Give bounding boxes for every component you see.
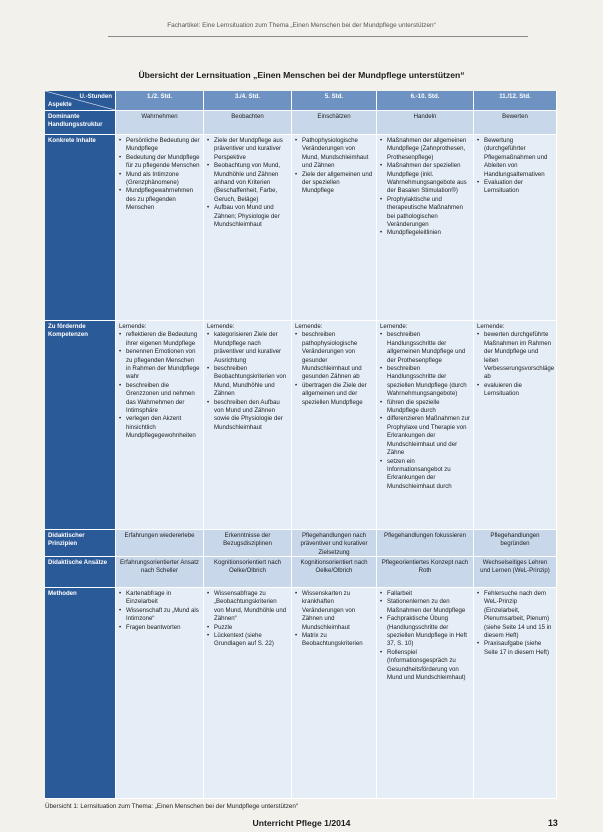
list-item: • übertragen die Ziele der allgemeinen und der speziellen Mundpflege [295,382,373,407]
phase-cell: Beobachten [204,111,292,135]
row-label-approaches: Didaktische Ansätze [45,557,116,588]
competence-intro: Lernende: [477,323,505,330]
hour-header: 11./12. Std. [474,91,557,111]
list-item: • Maßnahmen der allgemeinen Mundpflege (Zahnprothesen, Prothesenpflege) [380,137,470,162]
row-label-contents: Konkrete Inhalte [45,135,116,321]
corner-aspects-label: Aspekte [48,101,72,109]
list-item: • beschreiben die Grenzzonen und nehmen das Wahrnehmen der Intimsphäre [119,382,200,416]
list-item: • Fallarbeit [380,590,470,598]
list-item: • evaluieren die Lernsituation [477,382,553,399]
list-item: • setzen ein Informationsangebot zu Erkrankungen der Mundschleimhaut durch [380,458,470,492]
principle-cell: Erfahrungen wiedererlebe [116,530,204,557]
list-item: • Lückentext (siehe Grundlagen auf S. 22) [207,632,288,649]
competence-cell [377,321,474,530]
list-item: • Ziele der allgemeinen und der speziellen Mundpflege [295,171,373,196]
methods-cell [377,588,474,799]
list-item: • Rollenspiel (Informationsgespräch zu Gesundheitsförderung von Mund und Mundschleimhaut) [380,649,470,683]
list-item: • Bedeutung der Mundpflege für zu pflegende Menschen [119,154,200,171]
list-item: • Aufbau von Mund und Zähnen; Physiologie der Mundschleimhaut [207,204,288,229]
contents-cell [474,135,557,321]
list-item: • verlegen den Akzent hinsichtlich Mundpflegegewohnheiten [119,415,200,440]
list-item: • benennen Emotionen von zu pflegenden Menschen in Rahmen der Mundpflege wahr [119,348,200,382]
list-item: • Wissenskarten zu krankhaften Veränderungen von Zähnen und Mundschleimhaut [295,590,373,632]
competence-intro: Lernende: [295,323,323,330]
approach-cell: Wechselseitiges Lehren und Lernen (WeL-Prinzip) [474,557,557,588]
list-item: • beschreiben Handlungsschritte der speziellen Mundpflege (durch Wahrnehmungsangebote) [380,365,470,399]
list-item: • Mundpflegeleitlinien [380,229,470,237]
phase-cell: Einschätzen [292,111,377,135]
phase-cell: Wahrnehmen [116,111,204,135]
list-item: • Fehlersuche nach dem WeL-Prinzip (Einzelarbeit, Plenumsarbeit, Plenum) (siehe Seite 14 und 15 in diesem Heft) [477,590,553,640]
list-item: • Mundpflegewahrnehmen des zu pflegenden Menschen [119,187,200,212]
competence-cell [116,321,204,530]
competence-cell [292,321,377,530]
list-item: • Fragen beantworten [119,624,200,632]
approach-cell: Erfahrungsorientierter Ansatz nach Scheller [116,557,204,588]
list-item: • Praxisaufgabe (siehe Seite 17 in diesem Heft) [477,640,553,657]
overview-table [45,91,557,799]
list-item: • Stationenlernen zu den Maßnahmen der Mundpflege [380,598,470,615]
row-label-phase: Dominante Handlungsstruktur [45,111,116,135]
hour-header: 5. Std. [292,91,377,111]
competence-cell [204,321,292,530]
hour-header: 6.-10. Std. [377,91,474,111]
approach-cell: Kognitionsorientiert nach Oelke/Olbrich [292,557,377,588]
list-item: • differenzieren Maßnahmen zur Prophylaxe und Therapie von Erkrankungen der Mundschleimhaut und der Zähne [380,415,470,457]
competence-intro: Lernende: [119,323,147,330]
list-item: • Pathophysiologische Veränderungen von Mund, Mundschleimhaut und Zähnen [295,137,373,171]
principle-cell: Erkenntnisse der Bezugsdisziplinen [204,530,292,557]
list-item: • reflektieren die Bedeutung ihrer eigenen Mundpflege [119,331,200,348]
list-item: • Persönliche Bedeutung der Mundpflege [119,137,200,154]
hour-header: 1./2. Std. [116,91,204,111]
list-item: • Beobachtung von Mund, Mundhöhle und Zähnen anhand von Kriterien (Beschaffenheit, Farbe, Geruch, Beläge) [207,162,288,204]
principle-cell: Pflegehandlungen begründen [474,530,557,557]
list-item: • Ziele der Mundpflege aus präventiver und kurativer Perspektive [207,137,288,162]
list-item: • beschreiben pathophysiologische Veränderungen von gesunder Mundschleimhaut und gesunden Zähnen ab [295,331,373,381]
list-item: • Kartenabfrage in Einzelarbeit [119,590,200,607]
phase-cell: Bewerten [474,111,557,135]
list-item: • bewerten durchgeführte Maßnahmen im Rahmen der Mundpflege und leiten Verbesserungsvorschläge ab [477,331,553,381]
row-label-competences: Zu fördernde Kompetenzen [45,321,116,530]
contents-cell [292,135,377,321]
competence-cell [474,321,557,530]
footer-magazine: Unterricht Pflege 1/2014 [252,818,351,828]
contents-cell [116,135,204,321]
list-item: • Mund als Intimzone (Grenzphänomene) [119,171,200,188]
hour-header: 3./4. Std. [204,91,292,111]
list-item: • kategorisieren Ziele der Mundpflege nach präventiver und kurativer Ausrichtung [207,331,288,365]
table-caption: Übersicht 1: Lernsituation zum Thema: „Einen Menschen bei der Mundpflege unterstützen“ [45,803,298,810]
list-item: • führen die spezielle Mundpflege durch [380,399,470,416]
list-item: • Evaluation der Lernsituation [477,179,553,196]
running-head: Fachartikel: Eine Lernsituation zum Thema „Einen Menschen bei der Mundpflege unterstützen“ [167,22,436,29]
list-item: • Wissensabfrage zu „Beobachtungskriterien von Mund, Mundhöhle und Zähnen“ [207,590,288,624]
contents-cell [377,135,474,321]
approach-cell: Pflegeorientiertes Konzept nach Roth [377,557,474,588]
phase-cell: Handeln [377,111,474,135]
list-item: • beschreiben Beobachtungskriterien von Mund, Mundhöhle und Zähnen [207,365,288,399]
page-title: Übersicht der Lernsituation „Einen Menschen bei der Mundpflege unterstützen“ [138,70,465,80]
competence-intro: Lernende: [380,323,408,330]
methods-cell [292,588,377,799]
header-rule [108,36,528,37]
list-item: • Bewertung (durchgeführter Pflegemaßnahmen und Ableiten von Handlungsalternativen [477,137,553,179]
approach-cell: Kognitionsorientiert nach Oelke/Olbrich [204,557,292,588]
list-item: • beschreiben den Aufbau von Mund und Zähnen sowie die Physiologie der Mundschleimhaut [207,399,288,433]
row-label-methods: Methoden [45,588,116,799]
table-corner-cell [45,91,116,111]
principle-cell: Pflegehandlungen nach präventiver und kurativer Zielsetzung [292,530,377,557]
principle-cell: Pflegehandlungen fokussieren [377,530,474,557]
list-item: • Matrix zu Beobachtungskriterien [295,632,373,649]
methods-cell [204,588,292,799]
corner-hours-label: U.-Stunden [79,93,112,100]
competence-intro: Lernende: [207,323,235,330]
methods-cell [474,588,557,799]
contents-cell [204,135,292,321]
page-number: 13 [548,818,558,828]
row-label-principles: Didaktischer Prinzipien [45,530,116,557]
list-item: • beschreiben Handlungsschritte der allgemeinen Mundpflege und der Prothesenpflege [380,331,470,365]
list-item: • Wissenschaft zu „Mund als Intimzone“ [119,607,200,624]
list-item: • Prophylaktische und therapeutische Maßnahmen bei pathologischen Veränderungen [380,196,470,230]
list-item: • Puzzle [207,624,288,632]
methods-cell [116,588,204,799]
list-item: • Fachpraktische Übung (Handlungsschritte der speziellen Mundpflege in Heft 37, S. 10) [380,615,470,649]
list-item: • Maßnahmen der speziellen Mundpflege (inkl. Wahrnehmungsangebote aus der Basalen Stimulation®) [380,162,470,196]
